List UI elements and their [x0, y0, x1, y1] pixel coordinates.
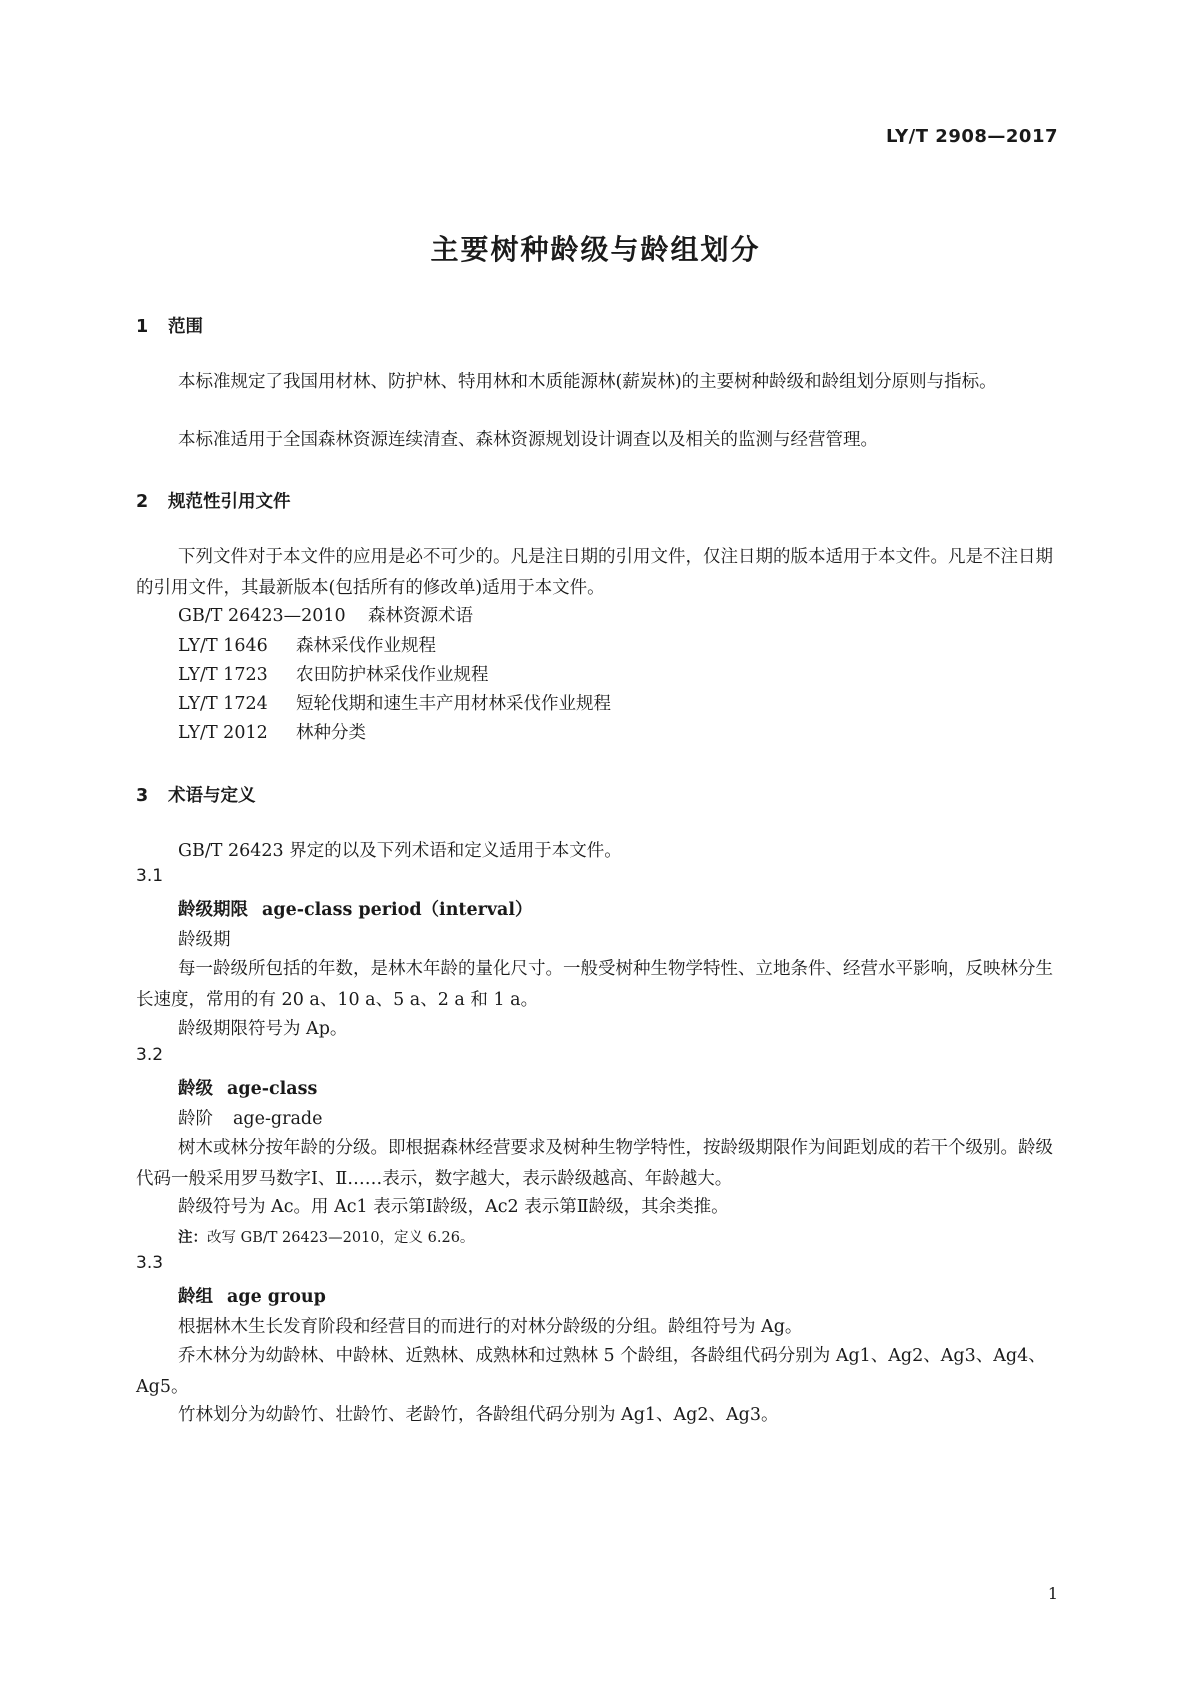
term-alternative — [178, 1104, 322, 1135]
term-definition: 每一龄级所包括的年数，是林木年龄的量化尺寸。一般受树种生物学特性、立地条件、经营水平影响，反映林分生长速度，常用的有 20 a、10 a、5 a、2 a 和 1 a。 — [136, 959, 1053, 1010]
reference-item — [178, 601, 473, 632]
note-text: 改写 GB/T 26423—2010，定义 6.26。 — [207, 1230, 475, 1246]
term-alternative: 龄级期 — [178, 930, 231, 950]
section-number: 2 — [136, 492, 149, 512]
term-heading — [178, 1075, 317, 1100]
term-chinese: 龄级 — [178, 1079, 213, 1099]
term-heading — [178, 1283, 326, 1308]
term-definition: 根据林木生长发育阶段和经营目的而进行的对林分龄级的分组。龄组符号为 Ag。 — [178, 1317, 803, 1337]
term-english: age-class — [227, 1079, 318, 1099]
reference-title: 林种分类 — [296, 723, 366, 743]
document-title: 主要树种龄级与龄组划分 — [430, 233, 761, 266]
subsection-number: 3.3 — [136, 1253, 164, 1273]
reference-code: GB/T 26423—2010 — [178, 606, 346, 626]
term-chinese: 龄组 — [178, 1287, 213, 1307]
subsection-number: 3.2 — [136, 1045, 164, 1065]
reference-code: LY/T 2012 — [178, 723, 268, 743]
standard-code: LY/T 2908—2017 — [885, 126, 1058, 147]
section-number: 3 — [136, 786, 149, 806]
term-paragraph: 乔木林分为幼龄林、中龄林、近熟林、成熟林和过熟林 5 个龄组，各龄组代码分别为 Ag1、Ag2、Ag3、Ag4、Ag5。 — [136, 1346, 1046, 1397]
term-heading — [178, 896, 533, 921]
reference-title: 森林采伐作业规程 — [296, 636, 436, 656]
reference-code: LY/T 1724 — [178, 694, 268, 714]
page-number: 1 — [1047, 1584, 1058, 1603]
reference-item — [178, 718, 366, 749]
section-heading-scope — [136, 313, 203, 338]
term-paragraph: 竹林划分为幼龄竹、壮龄竹、老龄竹，各龄组代码分别为 Ag1、Ag2、Ag3。 — [178, 1405, 779, 1425]
reference-code: LY/T 1646 — [178, 636, 268, 656]
term-symbol: 龄级符号为 Ac。用 Ac1 表示第Ⅰ龄级，Ac2 表示第Ⅱ龄级，其余类推。 — [178, 1197, 729, 1217]
section-heading-terms — [136, 782, 256, 807]
section-heading-refs — [136, 488, 291, 513]
term-definition: 树木或林分按年龄的分级。即根据森林经营要求及树种生物学特性，按龄级期限作为间距划成的若干个级别。龄级代码一般采用罗马数字Ⅰ、Ⅱ……表示，数字越大，表示龄级越高、年龄越大。 — [136, 1138, 1053, 1189]
term-english: age-class period（interval） — [262, 900, 533, 920]
scope-paragraph-1: 本标准规定了我国用材林、防护林、特用林和木质能源林(薪炭林)的主要树种龄级和龄组划分原则与指标。 — [178, 372, 997, 392]
term-note — [178, 1226, 474, 1247]
reference-title: 短轮伐期和速生丰产用材林采伐作业规程 — [296, 694, 611, 714]
term-symbol: 龄级期限符号为 Ap。 — [178, 1019, 348, 1039]
term-english: age group — [227, 1287, 326, 1307]
refs-intro: 下列文件对于本文件的应用是必不可少的。凡是注日期的引用文件，仅注日期的版本适用于本文件。凡是不注日期的引用文件，其最新版本(包括所有的修改单)适用于本文件。 — [136, 547, 1053, 598]
section-title: 范围 — [168, 317, 203, 337]
scope-paragraph-2: 本标准适用于全国森林资源连续清查、森林资源规划设计调查以及相关的监测与经营管理。 — [178, 430, 878, 450]
reference-item — [178, 660, 489, 691]
reference-item — [178, 631, 436, 662]
terms-intro: GB/T 26423 界定的以及下列术语和定义适用于本文件。 — [178, 841, 622, 861]
subsection-number: 3.1 — [136, 866, 164, 886]
reference-item — [178, 689, 611, 720]
reference-code: LY/T 1723 — [178, 665, 268, 685]
reference-title: 农田防护林采伐作业规程 — [296, 665, 489, 685]
reference-title: 森林资源术语 — [368, 606, 473, 626]
term-chinese: 龄级期限 — [178, 900, 248, 920]
section-title: 术语与定义 — [168, 786, 256, 806]
term-alt-english: age-grade — [233, 1109, 323, 1129]
section-title: 规范性引用文件 — [168, 492, 291, 512]
note-label: 注： — [178, 1229, 207, 1246]
section-number: 1 — [136, 317, 149, 337]
term-alt-chinese: 龄阶 — [178, 1109, 213, 1129]
